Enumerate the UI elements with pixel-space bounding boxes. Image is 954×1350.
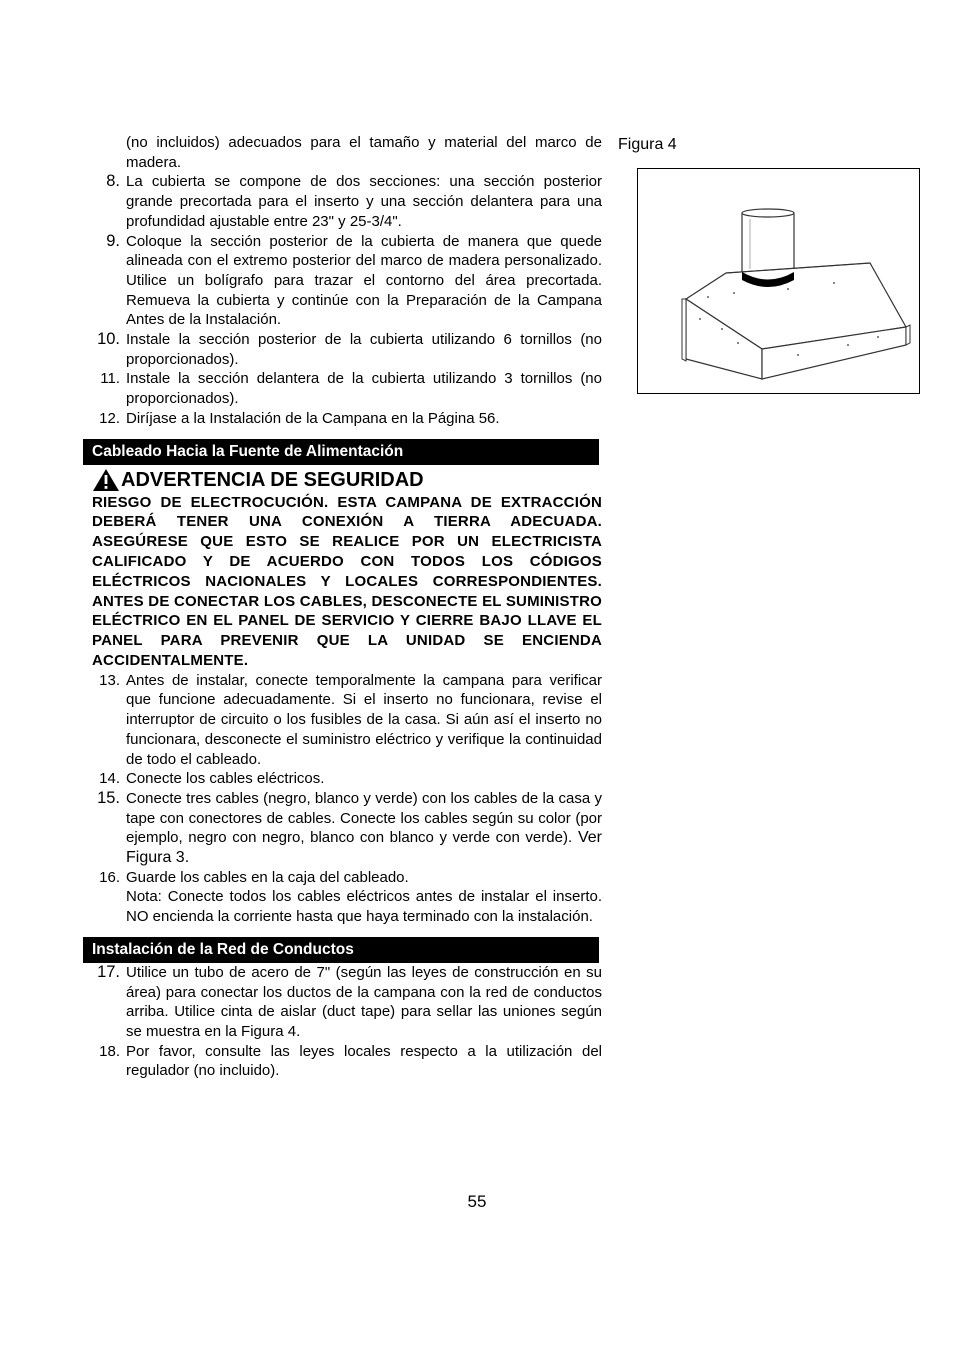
step-18 xyxy=(92,1042,602,1081)
step-12 xyxy=(92,409,602,429)
step-number: 11. xyxy=(100,370,120,388)
page-number: 55 xyxy=(467,1192,487,1211)
section-heading-wiring: Cableado Hacia la Fuente de Alimentación xyxy=(83,439,599,465)
step-8 xyxy=(92,172,602,231)
step-text: Instale la sección posterior de la cubierta utilizando 6 tornillos (no proporcionados). xyxy=(126,331,602,368)
step-text: Instale la sección delantera de la cubierta utilizando 3 tornillos (no proporcionados). xyxy=(126,370,602,408)
note: Nota: Conecte todos los cables eléctricos antes de instalar el inserto. NO encienda la corriente hasta que haya terminado con la instalación. xyxy=(126,888,602,926)
warning-title xyxy=(92,467,602,493)
step-number: 13. xyxy=(99,671,120,689)
step-number: 12. xyxy=(99,409,120,427)
step-number: 14. xyxy=(99,770,120,788)
step-text: (no incluidos) adecuados para el tamaño y material del marco de madera. xyxy=(126,134,602,171)
step-10 xyxy=(92,330,602,369)
step-9 xyxy=(92,232,602,331)
step-14 xyxy=(92,769,602,789)
step-number: 16. xyxy=(99,868,120,886)
step-17 xyxy=(92,963,602,1042)
step-text: Utilice un tubo de acero de 7" (según las leyes de construcción en su área) para conectar los ductos de la campana con la red de conductos arriba. Utilice cinta de aislar (duct tape) para sellar las uniones según se muestra en la Figura 4. xyxy=(126,963,602,1040)
step-text: La cubierta se compone de dos secciones: una sección posterior grande precortada para el inserto y una sección delantera para una profundidad ajustable entre 23" y 25-3/4". xyxy=(126,173,602,230)
step-text: Guarde los cables en la caja del cableado. xyxy=(126,868,409,886)
step-number: 8. xyxy=(106,172,120,191)
step-number: 9. xyxy=(106,231,120,250)
step-text: Coloque la sección posterior de la cubierta de manera que quede alineada con el extremo posterior del marco de madera personalizado. Utilice un bolígrafo para trazar el contorno del área precortada. Remueva la cubierta y continúe con la Preparación de la Campana Antes de la Instalación. xyxy=(126,232,602,329)
step-number: 17. xyxy=(97,962,120,981)
warning-title-text: ADVERTENCIA DE SEGURIDAD xyxy=(121,468,424,491)
step-13 xyxy=(92,671,602,770)
warning-body: RIESGO DE ELECTROCUCIÓN. ESTA CAMPANA DE EXTRACCIÓN DEBERÁ TENER UNA CONEXIÓN A TIERRA ADECUADA. ASEGÚRESE QUE ESTO SE REALICE POR UN ELECTRICISTA CALIFICADO Y DE ACUERDO CON TODOS LOS CÓDIGOS ELÉCTRICOS NACIONALES Y LOCALES CORRESPONDIENTES. ANTES DE CONECTAR LOS CABLES, DESCONECTE EL SUMINISTRO ELÉCTRICO EN EL PANEL DE SERVICIO Y CIERRE BAJO LLAVE EL PANEL PARA PREVENIR QUE LA UNIDAD SE ENCIENDA xyxy=(92,493,602,650)
figure-4-frame xyxy=(637,168,920,394)
figure-label: Figura 4 xyxy=(618,136,677,153)
step-continuation xyxy=(92,133,602,172)
step-text: Diríjase a la Instalación de la Campana en la Página 56. xyxy=(126,409,500,427)
section-heading-ducts: Instalación de la Red de Conductos xyxy=(83,937,599,963)
step-text: Conecte tres cables (negro, blanco y verde) con los cables de la casa y tape con conectores de cables. Conecte los cables según su color (por ejemplo, negro con negro, blanco con blanco y verde con verde). xyxy=(126,789,602,847)
step-15 xyxy=(92,789,602,868)
step-number: 15. xyxy=(97,788,120,807)
main-column xyxy=(92,133,602,1081)
warning-triangle-icon xyxy=(92,468,120,492)
figure-reference: Ver Figura 3. xyxy=(126,829,602,867)
step-text: Conecte los cables eléctricos. xyxy=(126,770,325,788)
step-number: 18. xyxy=(99,1042,120,1060)
range-hood-insert-illustration xyxy=(638,169,919,393)
step-text: Antes de instalar, conecte temporalmente la campana para verificar que funcione adecuadamente. Si el inserto no funcionara, revise el interruptor de circuito o los fusibles de la casa. Si aún así el inserto no funcionara, desconecte el suministro eléctrico y verifique la continuidad de todo el cableado. xyxy=(126,671,602,768)
warning-body-last: ACCIDENTALMENTE. xyxy=(92,651,249,669)
step-11 xyxy=(92,369,602,408)
step-16 xyxy=(92,868,602,888)
step-number: 10. xyxy=(97,330,120,349)
step-text: Por favor, consulte las leyes locales respecto a la utilización del regulador (no incluido). xyxy=(126,1042,602,1080)
